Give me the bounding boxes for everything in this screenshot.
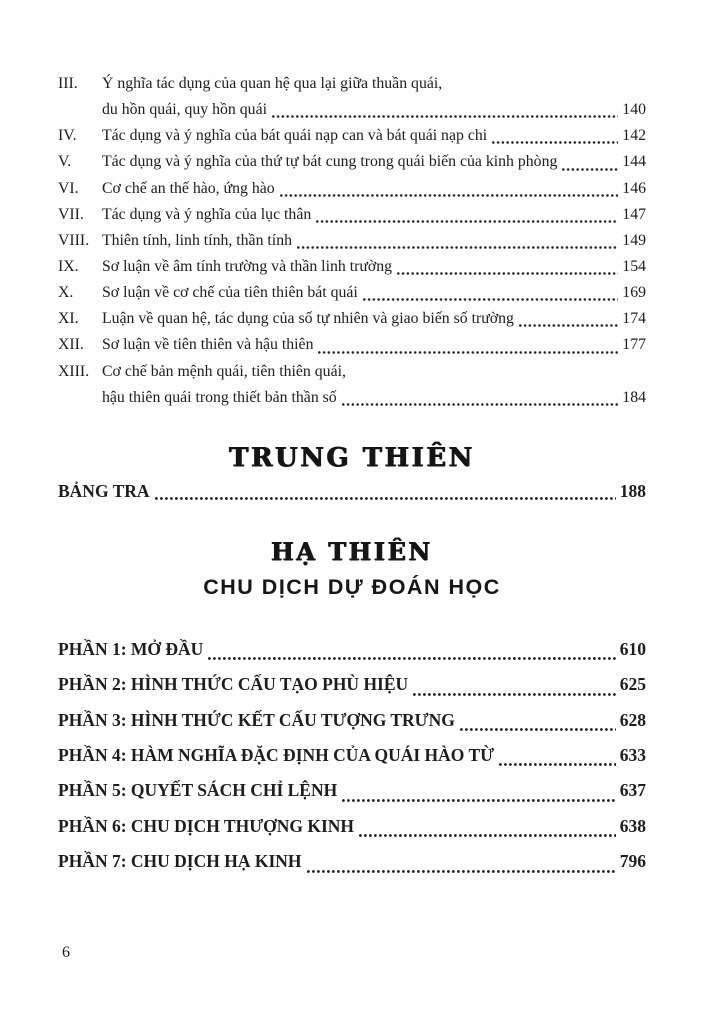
toc-page-number: 610 <box>619 638 646 659</box>
dotted-leader <box>208 657 615 660</box>
toc-entry-title: PHẦN 5: QUYẾT SÁCH CHỈ LỆNH <box>58 780 338 801</box>
toc-page-number: 177 <box>622 336 646 354</box>
dotted-leader <box>359 834 616 837</box>
toc-entry-numeral: V. <box>58 153 72 171</box>
toc-entry <box>58 71 646 123</box>
dotted-leader <box>155 497 616 500</box>
toc-page-number: 142 <box>622 127 646 145</box>
toc-entry <box>58 332 646 358</box>
toc-entry-title-cont: hậu thiên quái trong thiết bản thần số <box>102 388 337 406</box>
toc-page-number: 188 <box>619 480 646 501</box>
toc-entry-numeral: XIII. <box>58 362 90 380</box>
toc-entry-title: PHẦN 3: HÌNH THỨC KẾT CẤU TƯỢNG TRƯNG <box>58 709 455 730</box>
toc-entry <box>58 228 646 254</box>
toc-page-number: 147 <box>622 205 646 223</box>
toc-entry <box>58 667 646 702</box>
toc-entry-title-cont: du hồn quái, quy hồn quái <box>102 101 267 119</box>
toc-entry <box>58 632 646 667</box>
toc-entry-title: Cơ chế an thế hào, ứng hào <box>102 179 275 197</box>
toc-entry <box>58 844 646 879</box>
dotted-leader <box>297 246 618 249</box>
toc-page-number: 633 <box>619 745 646 765</box>
toc-entry <box>58 738 646 773</box>
dotted-leader <box>342 799 616 802</box>
page-number: 6 <box>62 944 70 961</box>
toc-page-number: 184 <box>622 388 646 406</box>
toc-page-number: 140 <box>622 101 646 119</box>
dotted-leader <box>499 763 616 766</box>
dotted-leader <box>342 403 619 406</box>
toc-page-number: 146 <box>622 179 646 197</box>
toc-entry-title: Sơ luận về âm tính trường và thần linh trường <box>102 257 393 275</box>
dotted-leader <box>318 351 618 354</box>
page-content <box>58 71 646 880</box>
toc-page-number: 628 <box>619 709 646 730</box>
toc-entry-title: Cơ chế bản mệnh quái, tiên thiên quái, <box>102 362 346 380</box>
section-title-trung-thien: TRUNG THIÊN <box>229 442 475 473</box>
toc-entry-numeral: XI. <box>58 310 79 328</box>
dotted-leader <box>562 168 618 171</box>
toc-entry-numeral: VIII. <box>58 231 90 249</box>
toc-page-number: 149 <box>622 231 646 249</box>
toc-entry-numeral: X. <box>58 284 74 302</box>
section-title-ha-thien: HẠ THIÊN <box>271 536 433 566</box>
toc-entry-title: Ý nghĩa tác dụng của quan hệ qua lại giữa thuần quái, <box>102 75 443 92</box>
toc-entry <box>58 254 646 280</box>
toc-entry-numeral: IV. <box>58 127 77 145</box>
dotted-leader <box>272 115 618 118</box>
dotted-leader <box>413 693 616 696</box>
dotted-leader <box>492 141 618 144</box>
toc-entry <box>58 306 646 332</box>
toc-entry-title: Luận về quan hệ, tác dụng của số tự nhiên và giao biến số trường <box>102 310 514 328</box>
toc-page-number: 144 <box>622 153 646 171</box>
toc-entry-numeral: VII. <box>58 205 84 223</box>
toc-entry-title: Sơ luận về tiên thiên và hậu thiên <box>102 336 314 354</box>
toc-entry-title: Thiên tính, linh tính, thần tính <box>102 231 292 249</box>
toc-entry <box>58 149 646 175</box>
toc-entry-title: Tác dụng và ý nghĩa của lục thân <box>102 205 312 223</box>
toc-entry <box>58 123 646 149</box>
toc-page-number: 638 <box>619 815 646 836</box>
toc-entry <box>58 773 646 808</box>
toc-entry-title: PHẦN 6: CHU DỊCH THƯỢNG KINH <box>58 815 355 836</box>
toc-entry-title: PHẦN 1: MỞ ĐẦU <box>58 638 204 659</box>
dotted-leader <box>307 870 616 873</box>
section-subtitle-chu-dich: CHU DỊCH DỰ ĐOÁN HỌC <box>203 574 501 599</box>
dotted-leader <box>519 324 618 327</box>
toc-entry-numeral: IX. <box>58 257 79 275</box>
toc-entry <box>58 359 646 411</box>
toc-page-number: 169 <box>622 284 646 302</box>
toc-phan-section <box>58 632 646 880</box>
toc-entry-title: Tác dụng và ý nghĩa của thứ tự bát cung trong quái biến của kinh phòng <box>102 153 558 171</box>
dotted-leader <box>280 194 619 197</box>
toc-page-number: 625 <box>619 674 646 695</box>
toc-entry <box>58 703 646 738</box>
dotted-leader <box>397 272 618 275</box>
toc-entry-numeral: XII. <box>58 336 84 354</box>
toc-entry-numeral: VI. <box>58 179 79 197</box>
toc-entry-title: PHẦN 7: CHU DỊCH HẠ KINH <box>58 851 302 872</box>
toc-entry-numeral: III. <box>58 75 78 92</box>
dotted-leader <box>316 220 618 223</box>
toc-page-number: 154 <box>622 257 646 275</box>
toc-roman-section <box>58 71 646 411</box>
toc-entry <box>58 202 646 228</box>
toc-entry-title: Sơ luận về cơ chế của tiên thiên bát quái <box>102 284 358 302</box>
toc-entry-title: PHẦN 2: HÌNH THỨC CẤU TẠO PHÙ HIỆU <box>58 674 409 695</box>
toc-page-number: 796 <box>619 851 646 872</box>
dotted-leader <box>460 728 616 731</box>
toc-entry-title: PHẦN 4: HÀM NGHĨA ĐẶC ĐỊNH CỦA QUÁI HÀO TỪ <box>58 745 495 765</box>
toc-entry <box>58 809 646 844</box>
dotted-leader <box>363 298 619 301</box>
bang-tra-label: BẢNG TRA <box>58 480 150 501</box>
toc-entry-bang-tra <box>58 476 646 506</box>
toc-entry <box>58 280 646 306</box>
toc-entry-title: Tác dụng và ý nghĩa của bát quái nạp can và bát quái nạp chi <box>102 127 488 145</box>
toc-page-number: 637 <box>619 780 646 801</box>
toc-entry <box>58 176 646 202</box>
toc-page-number: 174 <box>622 310 646 328</box>
